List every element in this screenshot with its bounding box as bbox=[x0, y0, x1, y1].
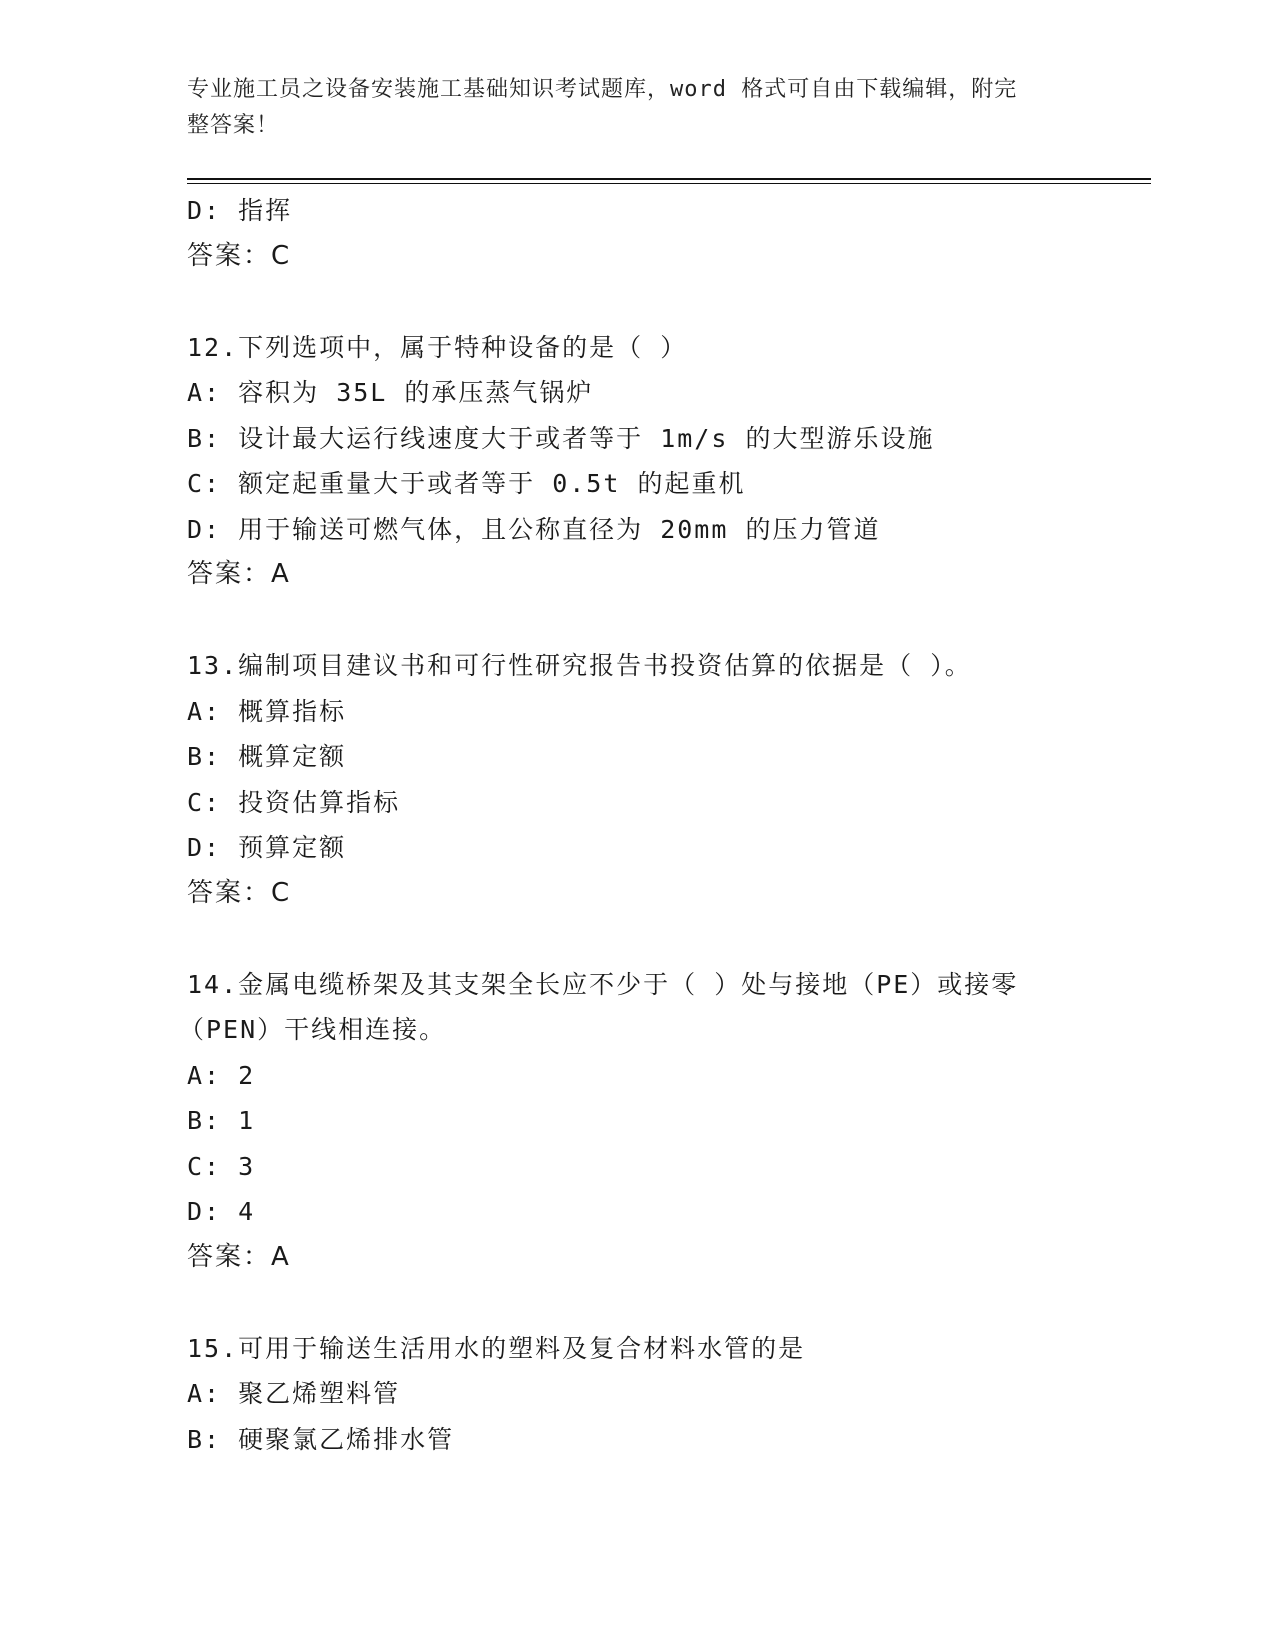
answer: 答案：C bbox=[187, 877, 292, 908]
spacer bbox=[187, 916, 1087, 962]
answer: 答案：A bbox=[187, 559, 291, 589]
prev-option-d: D: 指挥 bbox=[187, 196, 293, 225]
spacer bbox=[187, 598, 1087, 644]
spacer bbox=[187, 279, 1087, 325]
question-stem-continued: （PEN）干线相连接。 bbox=[179, 1015, 447, 1044]
spacer bbox=[187, 1280, 1087, 1326]
header-line-1: 专业施工员之设备安装施工基础知识考试题库，word 格式可自由下载编辑，附完 bbox=[187, 77, 1018, 102]
header-line-2: 整答案！ bbox=[187, 113, 280, 138]
question-list bbox=[179, 188, 1087, 1462]
option-b: B: 设计最大运行线速度大于或者等于 1m/s 的大型游乐设施 bbox=[187, 423, 935, 453]
answer: 答案：A bbox=[187, 1241, 291, 1272]
header-divider bbox=[187, 178, 1151, 184]
question-stem: 14.金属电缆桥架及其支架全长应不少于（ ）处与接地（PE）或接零 bbox=[187, 969, 1019, 999]
option-d: D: 用于输送可燃气体，且公称直径为 20mm 的压力管道 bbox=[187, 514, 881, 544]
option-d: D: 预算定额 bbox=[187, 833, 347, 862]
option-c: C: 投资估算指标 bbox=[187, 787, 401, 817]
question-stem: 15.可用于输送生活用水的塑料及复合材料水管的是 bbox=[187, 1333, 806, 1363]
option-b: B: 概算定额 bbox=[187, 742, 347, 771]
option-c: C: 3 bbox=[187, 1151, 256, 1181]
option-d: D: 4 bbox=[187, 1197, 256, 1226]
option-c: C: 额定起重量大于或者等于 0.5t 的起重机 bbox=[187, 469, 746, 498]
question-stem: 13.编制项目建议书和可行性研究报告书投资估算的依据是（ ）。 bbox=[187, 651, 972, 680]
option-a: A: 2 bbox=[187, 1060, 256, 1090]
option-a: A: 概算指标 bbox=[187, 696, 347, 726]
option-b: B: 1 bbox=[187, 1106, 256, 1135]
option-a: A: 聚乙烯塑料管 bbox=[187, 1379, 401, 1408]
option-a: A: 容积为 35L 的承压蒸气锅炉 bbox=[187, 378, 594, 407]
page-header bbox=[187, 72, 1067, 144]
question-stem: 12.下列选项中，属于特种设备的是（ ） bbox=[187, 332, 688, 362]
option-b: B: 硬聚氯乙烯排水管 bbox=[187, 1424, 455, 1454]
prev-answer: 答案：C bbox=[187, 240, 292, 271]
